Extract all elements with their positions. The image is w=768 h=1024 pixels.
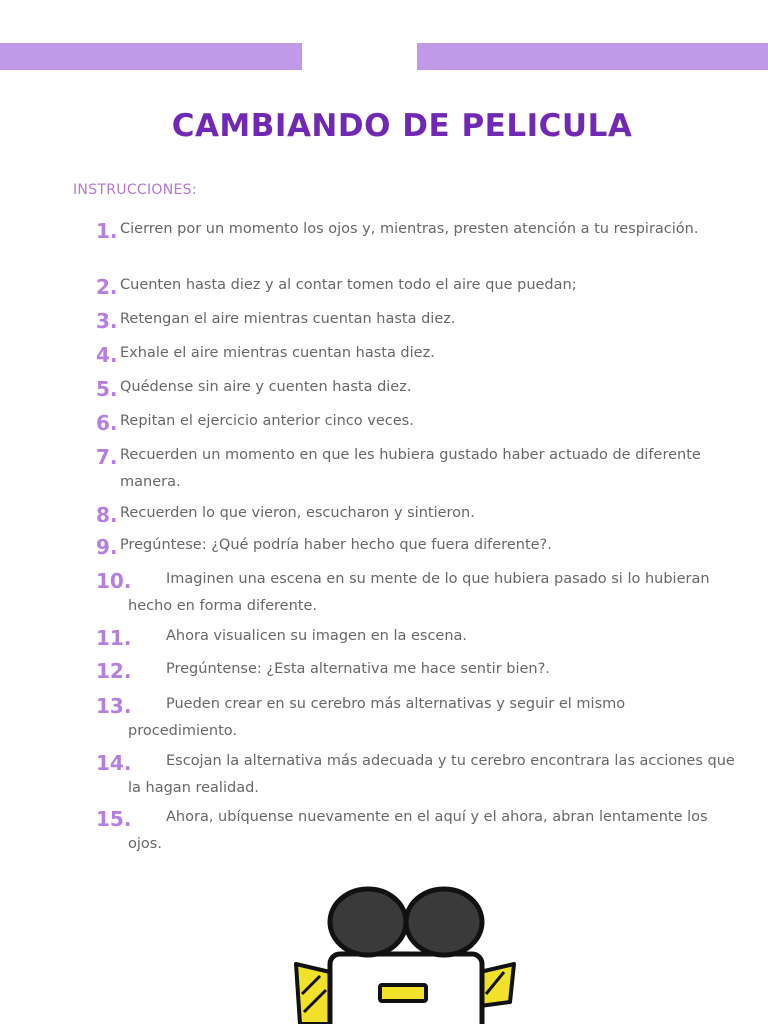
- instructions-heading: INSTRUCCIONES:: [73, 182, 197, 198]
- step-text: Ahora, ubíquense nuevamente en el aquí y el ahora, abran lentamente los ojos.: [128, 809, 708, 852]
- header-bar-right: [417, 43, 768, 70]
- step-item: [96, 221, 736, 243]
- step-text: Pregúntese: ¿Qué podría haber hecho que fuera diferente?.: [120, 537, 552, 553]
- step-number: 15.: [96, 807, 132, 831]
- step-number: 6.: [96, 411, 118, 435]
- step-number: 13.: [96, 694, 132, 718]
- step-text: Retengan el aire mientras cuentan hasta diez.: [120, 311, 456, 327]
- step-item: [96, 661, 736, 683]
- movie-camera-icon: [290, 884, 520, 1024]
- step-text: Recuerden un momento en que les hubiera gustado haber actuado de diferente manera.: [120, 447, 701, 490]
- step-item: [96, 628, 736, 650]
- step-number: 7.: [96, 445, 118, 469]
- step-item: [96, 753, 736, 802]
- step-item: [96, 447, 736, 496]
- step-text: Pregúntense: ¿Esta alternativa me hace sentir bien?.: [166, 661, 550, 677]
- step-item: [96, 809, 736, 858]
- step-item: [96, 696, 736, 745]
- step-number: 5.: [96, 377, 118, 401]
- step-text: Quédense sin aire y cuenten hasta diez.: [120, 379, 412, 395]
- step-number: 11.: [96, 626, 132, 650]
- step-item: [96, 379, 736, 401]
- step-item: [96, 345, 736, 367]
- step-text: Repitan el ejercicio anterior cinco veces.: [120, 413, 414, 429]
- step-text: Cierren por un momento los ojos y, mientras, presten atención a tu respiración.: [120, 221, 699, 237]
- step-number: 8.: [96, 503, 118, 527]
- step-number: 9.: [96, 535, 118, 559]
- step-number: 4.: [96, 343, 118, 367]
- step-item: [96, 311, 736, 333]
- step-item: [96, 537, 736, 559]
- step-text: Pueden crear en su cerebro más alternativas y seguir el mismo procedimiento.: [128, 696, 626, 739]
- step-text: Escojan la alternativa más adecuada y tu cerebro encontrara las acciones que la hagan realidad.: [128, 753, 735, 796]
- step-item: [96, 505, 736, 527]
- step-number: 2.: [96, 275, 118, 299]
- step-number: 3.: [96, 309, 118, 333]
- step-number: 1.: [96, 219, 118, 243]
- header-bar-left: [0, 43, 302, 70]
- step-number: 14.: [96, 751, 132, 775]
- step-text: Cuenten hasta diez y al contar tomen todo el aire que puedan;: [120, 277, 577, 293]
- page-title: CAMBIANDO DE PELICULA: [171, 108, 633, 144]
- step-text: Ahora visualicen su imagen en la escena.: [166, 628, 468, 644]
- step-number: 12.: [96, 659, 132, 683]
- step-text: Recuerden lo que vieron, escucharon y sintieron.: [120, 505, 475, 521]
- step-item: [96, 571, 736, 620]
- step-number: 10.: [96, 569, 132, 593]
- step-text: Exhale el aire mientras cuentan hasta diez.: [120, 345, 435, 361]
- step-text: Imaginen una escena en su mente de lo que hubiera pasado si lo hubieran hecho en forma diferente.: [128, 571, 710, 614]
- step-item: [96, 277, 736, 299]
- step-item: [96, 413, 736, 435]
